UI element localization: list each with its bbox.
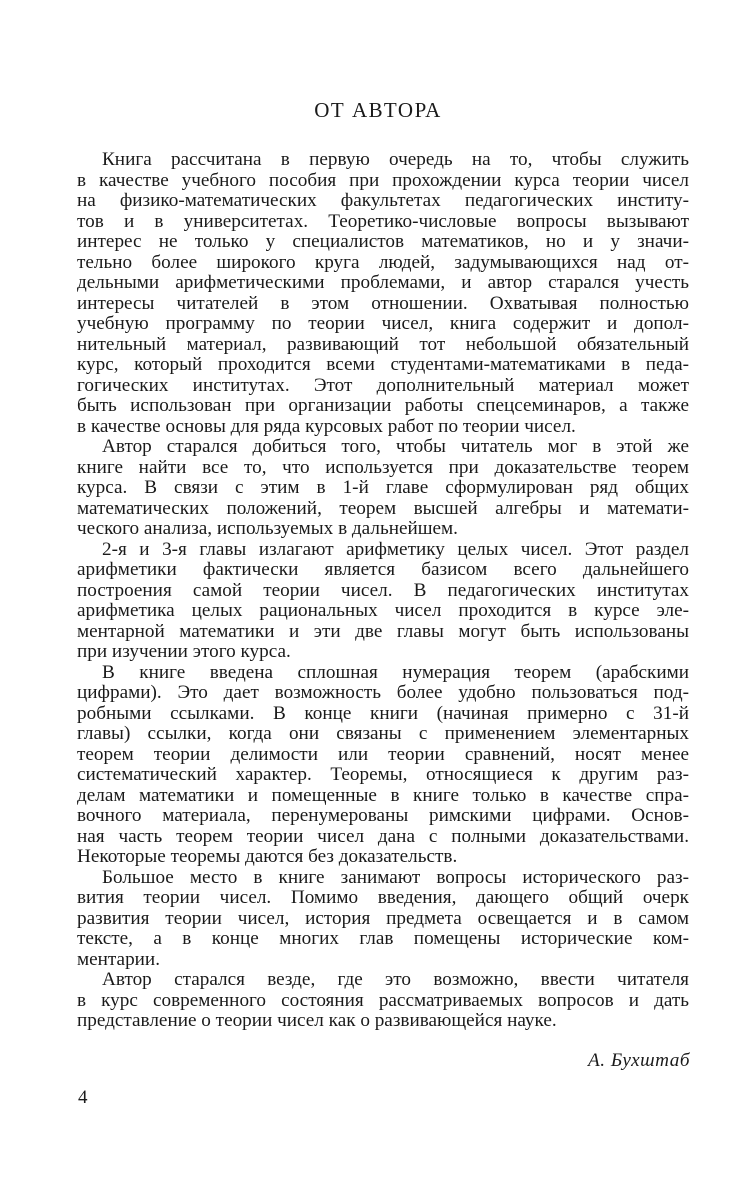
text-line: вочного материала, перенумерованы римскими цифрами. Основ- xyxy=(77,805,689,826)
text-line: на физико-математических факультетах педагогических институ- xyxy=(77,190,689,211)
text-line: дельными арифметическими проблемами, и автор старался учесть xyxy=(77,272,689,293)
text-line: нительный материал, развивающий тот небольшой обязательный xyxy=(77,333,689,355)
text-line: вития теории чисел. Помимо введения, дающего общий очерк xyxy=(77,887,689,908)
text-line: цифрами). Это дает возможность более удобно пользоваться под- xyxy=(77,682,689,703)
text-line: тексте, а в конце многих глав помещены исторические ком- xyxy=(77,928,689,949)
text-line: Некоторые теоремы даются без доказательств. xyxy=(77,846,458,867)
page-title: ОТ АВТОРА xyxy=(314,98,442,122)
text-line: тельно более широкого круга людей, задумывающихся над от- xyxy=(77,251,689,273)
text-line: В книге введена сплошная нумерация теорем (арабскими xyxy=(102,661,689,683)
text-line: в качестве учебного пособия при прохождении курса теории чисел xyxy=(77,169,689,191)
text-line: Автор старался добиться того, чтобы читатель мог в этой же xyxy=(102,436,689,457)
text-line: курса. В связи с этим в 1-й главе сформулирован ряд общих xyxy=(77,477,689,498)
text-line: главы) ссылки, когда они связаны с применением элементарных xyxy=(77,723,689,744)
text-line: в качестве основы для ряда курсовых работ по теории чисел. xyxy=(77,415,576,437)
text-line: арифметика целых рациональных чисел проходится в курсе эле- xyxy=(77,600,689,621)
text-line: делам математики и помещенные в книге только в качестве спра- xyxy=(77,784,689,806)
text-line: Автор старался везде, где это возможно, ввести читателя xyxy=(102,969,689,990)
text-line: Большое место в книге занимают вопросы исторического раз- xyxy=(102,866,689,888)
text-line: книге найти все то, что используется при доказательстве теорем xyxy=(77,456,689,478)
text-line: развития теории чисел, история предмета освещается и в самом xyxy=(77,907,689,929)
text-line: арифметики фактически является базисом всего дальнейшего xyxy=(77,559,689,580)
text-line: ментарной математики и эти две главы могут быть использованы xyxy=(77,620,689,642)
text-line: учебную программу по теории чисел, книга содержит и допол- xyxy=(77,313,689,334)
page-number: 4 xyxy=(78,1087,88,1108)
text-line: Книга рассчитана в первую очередь на то, чтобы служить xyxy=(102,149,689,170)
preface-text xyxy=(77,150,689,1032)
text-line: систематический характер. Теоремы, относящиеся к другим раз- xyxy=(77,764,689,785)
text-line: теорем теории делимости или теории сравнений, носят менее xyxy=(77,743,689,765)
text-line: математических положений, теорем высшей алгебры и математи- xyxy=(77,497,689,519)
text-line: гогических институтах. Этот дополнительный материал может xyxy=(77,374,689,396)
text-line: быть использован при организации работы спецсеминаров, а также xyxy=(77,395,689,416)
text-line: ная часть теорем теории чисел дана с полными доказательствами. xyxy=(77,825,689,847)
text-line: интересы читателей в этом отношении. Охватывая полностью xyxy=(77,292,689,314)
text-line: курс, который проходится всеми студентами-математиками в педа- xyxy=(77,354,689,375)
text-line: построения самой теории чисел. В педагогических институтах xyxy=(77,579,689,601)
text-line: при изучении этого курса. xyxy=(77,641,291,662)
text-line: ческого анализа, используемых в дальнейшем. xyxy=(77,518,458,539)
text-line: представление о теории чисел как о развивающейся науке. xyxy=(77,1010,557,1031)
text-line: робными ссылками. В конце книги (начиная примерно с 31-й xyxy=(77,702,689,724)
text-line: интерес не только у специалистов математиков, но и у значи- xyxy=(77,231,689,252)
text-line: в курс современного состояния рассматриваемых вопросов и дать xyxy=(77,989,689,1011)
text-line: тов и в университетах. Теоретико-числовые вопросы вызывают xyxy=(77,210,689,232)
text-line: 2-я и 3-я главы излагают арифметику целых чисел. Этот раздел xyxy=(102,538,689,560)
author-signature: А. Бухштаб xyxy=(588,1050,690,1071)
text-line: ментарии. xyxy=(77,948,160,970)
